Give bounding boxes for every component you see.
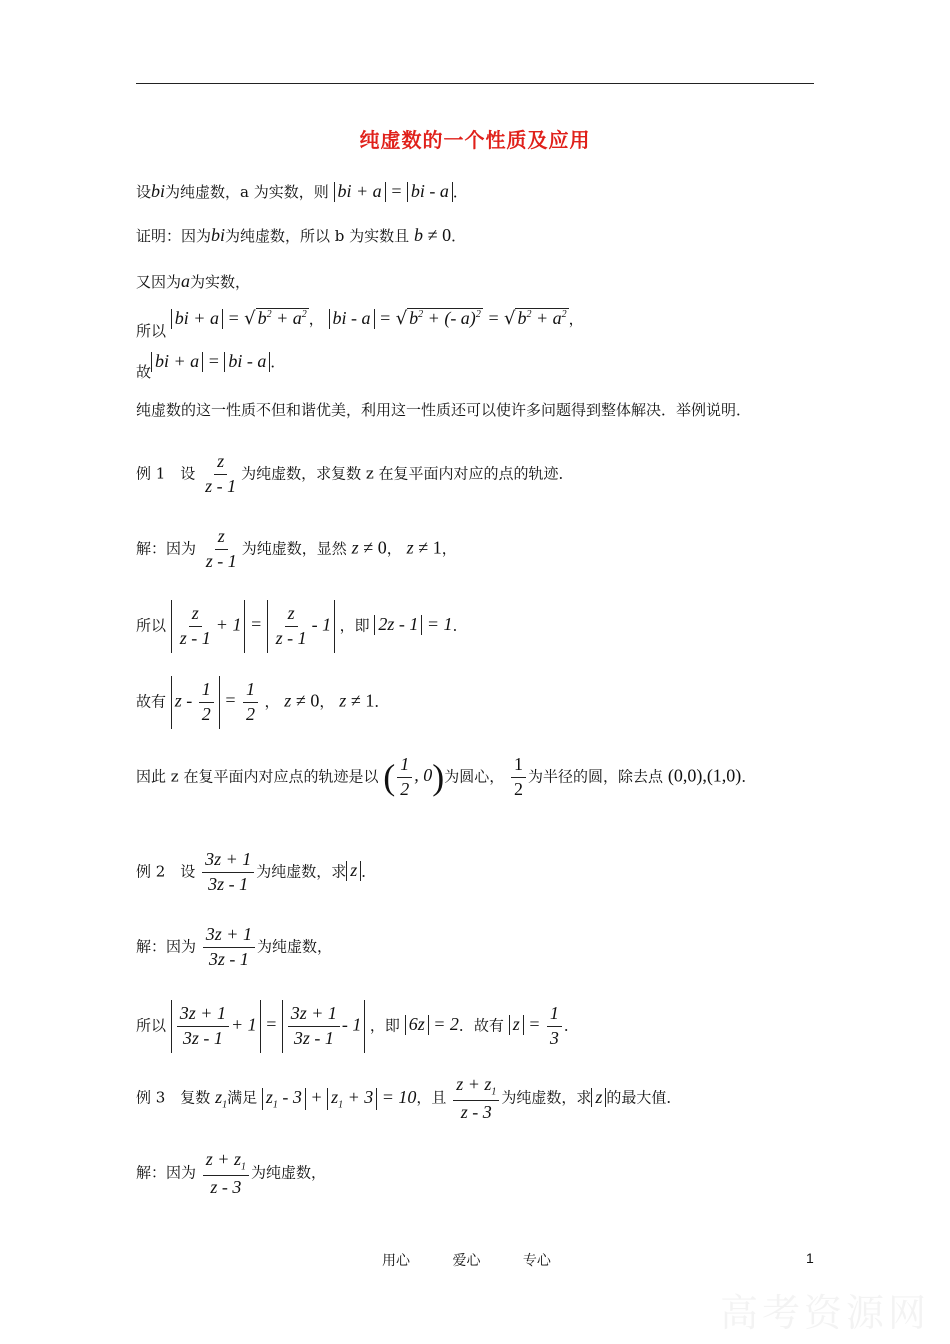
solution-1-result: 故有 z - $\frac{1}{2}$ = $\frac{1}{2}$ ， z ≠ 0， z ≠ 1． bbox=[136, 676, 389, 729]
example-2: 例 2 设 $\frac{3z + 1}{3z - 1}$ 为纯虚数，求 z ． bbox=[136, 849, 377, 894]
solution-1-conclusion: 因此 z 在复平面内对应点的轨迹是以 ( $\frac{1}{2}$ , 0)为圆心， $\frac{1}{2}$ 为半径的圆，除去点 (0,0),(1,0)． bbox=[136, 754, 757, 799]
paragraph-hence: 故bi + a = bi - a ． bbox=[136, 351, 286, 381]
formula: $\frac{3z + 1}{3z - 1}$ + 1 = $\frac{3z + 1}{3z - 1}$ - 1 bbox=[171, 1014, 370, 1034]
example-1: 例 1 设 $\frac{z}{z - 1}$ 为纯虚数，求复数 z 在复平面内对应的点的轨迹． bbox=[136, 451, 574, 496]
formula: z bbox=[284, 690, 292, 711]
paragraph-real: 又因为a为实数， bbox=[136, 271, 251, 291]
formula: ( $\frac{1}{2}$ , 0) bbox=[383, 754, 445, 799]
formula: 6z = 2 bbox=[405, 1014, 459, 1034]
formula: $\frac{z}{z - 1}$ bbox=[205, 451, 237, 496]
formula: $\frac{3z + 1}{3z - 1}$ bbox=[203, 925, 255, 970]
watermark: 高考资源网 bbox=[720, 1291, 931, 1335]
formula: z bbox=[351, 537, 359, 558]
paragraph-proof: 证明：因为bi为纯虚数，所以 b 为实数且 b ≠ 0． bbox=[136, 225, 467, 245]
formula: b bbox=[413, 225, 423, 245]
solution-2: 解：因为 $\frac{3z + 1}{3z - 1}$ 为纯虚数， bbox=[136, 924, 332, 969]
solution-1-step: 所以 $\frac{z}{z - 1}$ + 1 = $\frac{z}{z - 1}$ - 1 ，即 2z - 1 = 1． bbox=[136, 600, 468, 653]
page-number: 1 bbox=[806, 1250, 814, 1266]
paragraph-so: 所以 bi + a = √ $b^2 + a^2$ ， bi - a = √ $b^2$ + (- a)$^2$ = √ $b^2 + a^2$ ， bbox=[136, 308, 584, 340]
page-title: 纯虚数的一个性质及应用 bbox=[359, 128, 591, 152]
solution-2-step: 所以 $\frac{3z + 1}{3z - 1}$ + 1 = $\frac{3z + 1}{3z - 1}$ - 1 ，即 6z = 2．故有 z = $\frac{1}{3}$ ． bbox=[136, 1000, 579, 1053]
example-3: 例 3 复数 $z_1$满足 $z_1 - 3 + z_1 + 3 = 10$，且 $\frac{z + z_1}{z - 3}$ 为纯虚数，求 z 的最大值． bbox=[136, 1074, 682, 1122]
formula: z bbox=[346, 861, 361, 881]
header-rule bbox=[136, 83, 814, 84]
formula: $\frac{3z + 1}{3z - 1}$ bbox=[202, 850, 254, 895]
formula: a bbox=[181, 271, 191, 291]
formula: $\frac{1}{2}$ bbox=[511, 755, 526, 800]
formula: $\frac{z + z_1}{z - 3}$ bbox=[453, 1075, 499, 1122]
formula: bi + a = bi - a bbox=[151, 351, 270, 371]
formula: z bbox=[339, 690, 347, 711]
formula: bi bbox=[151, 181, 166, 201]
paragraph-intro: 纯虚数的这一性质不但和谐优美，利用这一性质还可以使许多问题得到整体解决．举例说明． bbox=[136, 401, 752, 419]
formula: 2z - 1 = 1 bbox=[374, 614, 452, 634]
formula: $z_1 - 3 + z_1 + 3 = 10$ bbox=[262, 1087, 417, 1107]
formula: bi + a = bi - a bbox=[334, 181, 453, 201]
formula: z - $\frac{1}{2}$ = $\frac{1}{2}$ bbox=[171, 690, 265, 710]
formula: $\frac{z}{z - 1}$ + 1 = $\frac{z}{z - 1}$ - 1 bbox=[171, 614, 340, 634]
formula: bi - a = √ $b^2$ + (- a)$^2$ = √ $b^2 + a^2$ bbox=[329, 308, 569, 328]
page-footer: 用心 爱心 专心 bbox=[382, 1253, 551, 1269]
formula: z bbox=[591, 1088, 606, 1108]
formula: $\frac{z + z_1}{z - 3}$ bbox=[203, 1150, 249, 1197]
formula: bi bbox=[211, 225, 226, 245]
formula: z = $\frac{1}{3}$ bbox=[509, 1014, 564, 1034]
formula: $\frac{z}{z - 1}$ bbox=[205, 526, 237, 571]
formula: $z_1$ bbox=[215, 1086, 228, 1111]
solution-1: 解：因为 $\frac{z}{z - 1}$ 为纯虚数，显然 z ≠ 0， z ≠ 1， bbox=[136, 526, 457, 571]
paragraph-statement: 设bi为纯虚数，a 为实数，则 bi + a = bi - a ． bbox=[136, 181, 468, 201]
formula: bi + a = √ $b^2 + a^2$ bbox=[171, 308, 309, 328]
formula: (0,0),(1,0) bbox=[667, 765, 742, 786]
solution-3: 解：因为 $\frac{z + z_1}{z - 3}$ 为纯虚数， bbox=[136, 1149, 326, 1197]
formula: z bbox=[406, 537, 414, 558]
